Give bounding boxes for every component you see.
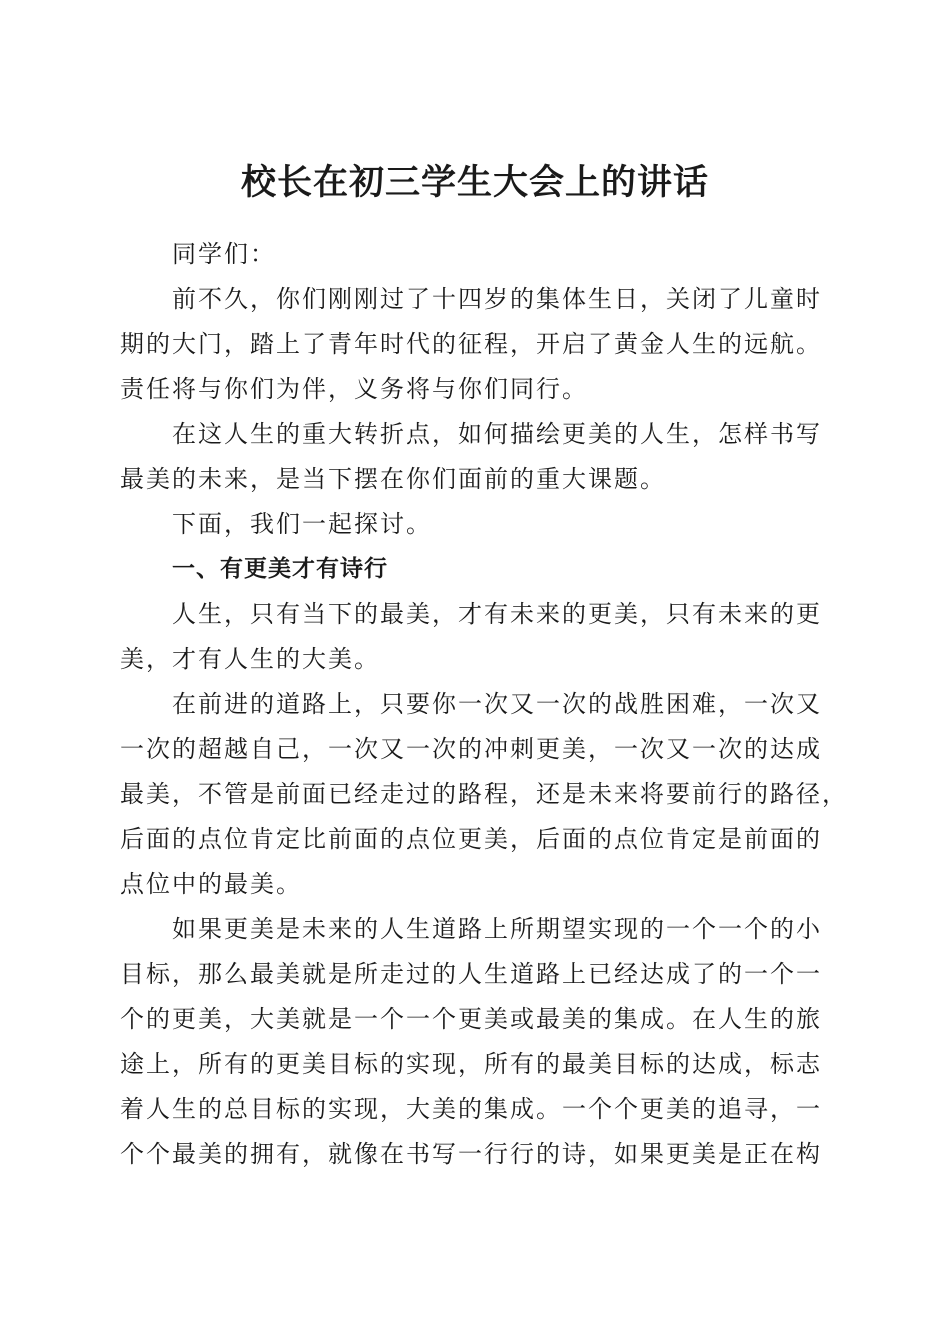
text-line: 期的大门，踏上了青年时代的征程，开启了黄金人生的远航。 (120, 330, 822, 358)
text-line: 最美，不管是前面已经走过的路程，还是未来将要前行的路径， (120, 780, 848, 808)
text-line: 人生，只有当下的最美，才有未来的更美，只有未来的更 (172, 600, 822, 628)
text-line: 个的更美，大美就是一个一个更美或最美的集成。在人生的旅 (120, 1005, 822, 1033)
text-line: 在前进的道路上，只要你一次又一次的战胜困难，一次又 (172, 690, 822, 718)
text-line: 途上，所有的更美目标的实现，所有的最美目标的达成，标志 (120, 1050, 822, 1078)
text-line: 后面的点位肯定比前面的点位更美，后面的点位肯定是前面的 (120, 825, 822, 853)
text-line: 一次的超越自己，一次又一次的冲刺更美，一次又一次的达成 (120, 735, 822, 763)
text-line: 美，才有人生的大美。 (120, 645, 380, 673)
text-line: 最美的未来，是当下摆在你们面前的重大课题。 (120, 465, 666, 493)
text-line: 着人生的总目标的实现，大美的集成。一个个更美的追寻，一 (120, 1095, 822, 1123)
paragraph-1 (120, 277, 832, 412)
text-line: 如果更美是未来的人生道路上所期望实现的一个一个的小 (172, 915, 822, 943)
section-paragraph-3 (120, 907, 832, 1177)
section-heading: 一、有更美才有诗行 (172, 556, 388, 582)
text-line: 点位中的最美。 (120, 870, 302, 898)
text-line: 下面，我们一起探讨。 (172, 510, 432, 538)
document-title: 校长在初三学生大会上的讲话 (240, 162, 709, 204)
text-line: 责任将与你们为伴，义务将与你们同行。 (120, 375, 588, 403)
text-line: 目标，那么最美就是所走过的人生道路上已经达成了的一个一 (120, 960, 822, 988)
salutation: 同学们： (172, 240, 276, 268)
text-line: 个个最美的拥有，就像在书写一行行的诗，如果更美是正在构 (120, 1140, 822, 1168)
paragraph-3 (120, 502, 832, 547)
section-paragraph-2 (120, 682, 848, 907)
text-line: 在这人生的重大转折点，如何描绘更美的人生，怎样书写 (172, 420, 822, 448)
text-line: 前不久，你们刚刚过了十四岁的集体生日，关闭了儿童时 (172, 285, 822, 313)
section-paragraph-1 (120, 592, 832, 682)
paragraph-2 (120, 412, 832, 502)
document-body (120, 232, 848, 1177)
